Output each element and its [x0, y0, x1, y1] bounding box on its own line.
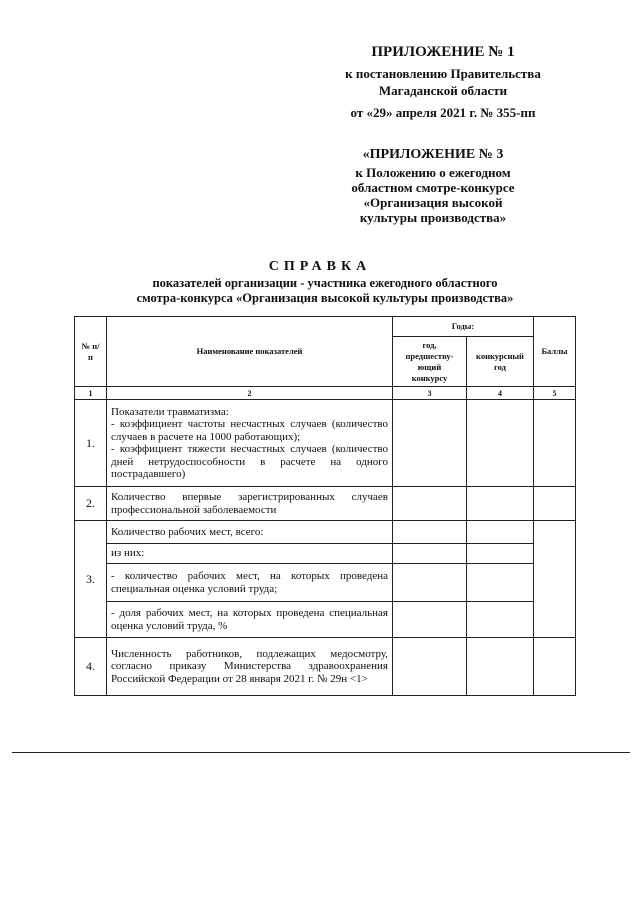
value-cell-prev-year[interactable] [393, 638, 467, 696]
col-number: 2 [107, 387, 393, 400]
indicator-cell: - доля рабочих мест, на которых проведена специальная оценка условий труда, % [107, 602, 393, 638]
row-number: 1. [75, 400, 107, 487]
indicator-cell: Количество рабочих мест, всего: [107, 521, 393, 544]
appendix-3-heading: «ПРИЛОЖЕНИЕ № 3 [362, 147, 504, 162]
col-number: 1 [75, 387, 107, 400]
subtitle-line-2: смотра-конкурса «Организация высокой культуры производства» [136, 291, 514, 305]
value-cell-contest-year[interactable] [467, 564, 534, 602]
appendix-1-line3: от «29» апреля 2021 г. № 355-пп [350, 105, 536, 120]
header-name: Наименование показателей [107, 317, 393, 387]
table-row [75, 638, 576, 696]
col-number: 4 [467, 387, 534, 400]
row-number: 4. [75, 638, 107, 696]
row-number: 3. [75, 521, 107, 638]
value-cell-contest-year[interactable] [467, 521, 534, 544]
indicator-cell: из них: [107, 544, 393, 564]
col-number: 5 [534, 387, 576, 400]
value-cell-prev-year[interactable] [393, 602, 467, 638]
indicator-line: - коэффициент частоты несчастных случаев (количество случаев в расчете на 1000 работающих); [111, 418, 388, 443]
table-subrow [75, 564, 576, 602]
value-cell-prev-year[interactable] [393, 544, 467, 564]
subtitle-line-1: показателей организации - участника ежегодного областного [152, 276, 498, 290]
indicator-cell [107, 400, 393, 487]
table-row [75, 521, 576, 544]
value-cell-contest-year[interactable] [467, 638, 534, 696]
column-number-row [75, 387, 576, 400]
indicator-cell: Численность работников, подлежащих медосмотру, согласно приказу Министерства здравоохранения Российской Федерации от 28 января 2021 г. № 29н <1> [107, 638, 393, 696]
value-cell-prev-year[interactable] [393, 564, 467, 602]
appendix-1-line1: к постановлению Правительства [345, 66, 541, 81]
appendix-1-line2: Магаданской области [378, 83, 508, 98]
table-header-row [75, 317, 576, 337]
header-num [75, 317, 107, 387]
appendix-3-line3: «Организация высокой [363, 195, 503, 210]
value-cell-points[interactable] [534, 638, 576, 696]
header-years: Годы: [393, 317, 534, 337]
value-cell-points[interactable] [534, 400, 576, 487]
table-subrow [75, 544, 576, 564]
footnote-divider [12, 752, 630, 753]
appendix-3-line1: к Положению о ежегодном [355, 165, 511, 180]
row-number: 2. [75, 487, 107, 521]
value-cell-prev-year[interactable] [393, 487, 467, 521]
value-cell-prev-year[interactable] [393, 521, 467, 544]
appendix-1-block [318, 44, 568, 121]
value-cell-contest-year[interactable] [467, 487, 534, 521]
header-prev-year [393, 337, 467, 387]
appendix-3-line4: культуры производства» [359, 210, 507, 225]
table-subrow [75, 602, 576, 638]
document-subtitle [70, 276, 580, 306]
value-cell-points[interactable] [534, 521, 576, 638]
indicator-cell: Количество впервые зарегистрированных случаев профессиональной заболеваемости [107, 487, 393, 521]
header-contest-year-text: конкурсный год [476, 350, 524, 372]
indicator-line: Показатели травматизма: [111, 405, 229, 418]
value-cell-contest-year[interactable] [467, 400, 534, 487]
indicator-cell: - количество рабочих мест, на которых проведена специальная оценка условий труда; [107, 564, 393, 602]
value-cell-contest-year[interactable] [467, 544, 534, 564]
indicators-table [74, 316, 576, 696]
value-cell-points[interactable] [534, 487, 576, 521]
document-title: СПРАВКА [268, 259, 372, 274]
col-number: 3 [393, 387, 467, 400]
header-contest-year [467, 337, 534, 387]
table-row [75, 400, 576, 487]
indicator-line: - коэффициент тяжести несчастных случаев (количество дней нетрудоспособности в расчете на одного пострадавшего) [111, 443, 388, 480]
appendix-1-heading: ПРИЛОЖЕНИЕ № 1 [371, 44, 515, 60]
value-cell-contest-year[interactable] [467, 602, 534, 638]
appendix-3-block [318, 146, 548, 225]
appendix-3-line2: областном смотре-конкурсе [351, 180, 515, 195]
header-prev-year-text: год, предшеству-ющий конкурсу [405, 339, 454, 383]
value-cell-prev-year[interactable] [393, 400, 467, 487]
table-row [75, 487, 576, 521]
header-num-text: № п/п [81, 340, 100, 362]
header-points: Баллы [534, 317, 576, 387]
